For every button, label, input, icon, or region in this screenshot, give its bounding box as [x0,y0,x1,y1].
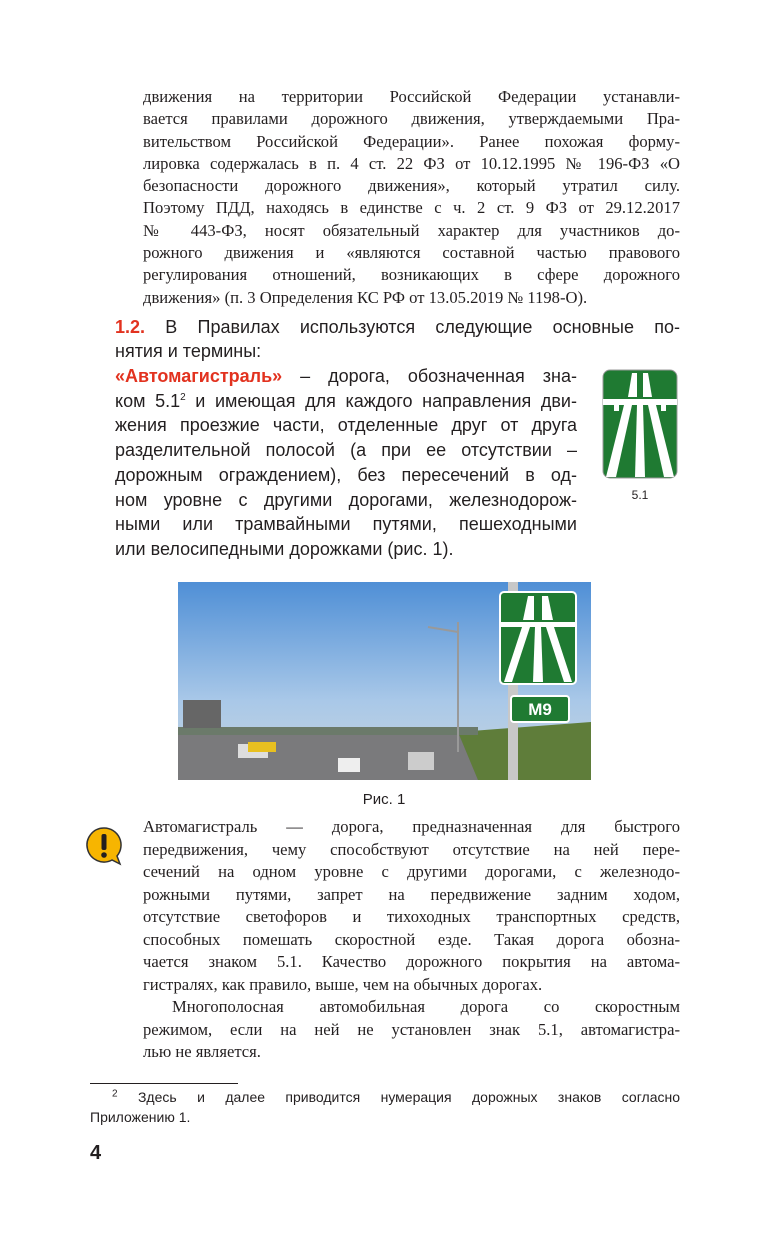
note-paragraph [143,816,680,1064]
text-line: сечений на одном уровне с другими дорогами, с железнодо- [143,862,680,881]
text-line: Многополосная автомобильная дорога со скоростным [172,997,680,1016]
text-line: № 443-ФЗ, носят обязательный характер для участников до- [143,220,680,240]
text-line: гистралях, как правило, выше, чем на обычных дорогах. [143,974,543,994]
text-line: движения» (п. 3 Определения КС РФ от 13.05.2019 № 1198-О). [143,287,588,307]
text-line: лировка содержалась в п. 4 ст. 22 ФЗ от 10.12.1995 № 196-ФЗ «О [143,153,680,173]
text-line: Поэтому ПДД, находясь в единстве с ч. 2 ст. 9 ФЗ от 29.12.2017 [143,198,680,218]
intro-paragraph [143,86,680,309]
text-line: Автомагистраль — дорога, предназначенная для быстрого [143,817,680,836]
text-line: регулирования отношений, возникающих в сфере дорожного [143,265,680,285]
text-line: ном уровне с другими дорогами, железнодорож- [115,489,577,510]
text-line: жения проезжие части, отделенные друг от друга [115,415,577,436]
text-line: лью не является. [143,1042,261,1061]
sign-caption: 5.1 [631,488,649,502]
text-line: режимом, если на ней не установлен знак 5.1, автомагистра- [143,1019,680,1039]
term-name: «Автомагистраль» [115,366,283,386]
footnote-ref[interactable]: 2 [180,391,186,403]
footnote-divider [90,1083,238,1084]
text-line: способных помешать скоростной езде. Такая дорога обозна- [143,929,680,949]
text-line: дорожным ограждением), без пересечений в од- [115,464,577,485]
text-line: ными или трамвайными путями, пешеходными [115,514,577,535]
motorway-sign-5-1 [602,369,678,479]
text-line: вительством Российской Федерации». Ранее похожая форму- [143,131,680,151]
exclamation-icon [84,826,124,866]
photo-sign-text: M9 [528,700,552,719]
text-line: вается правилами дорожного движения, утверждаемыми Пра- [143,109,680,129]
motorway-photo [178,582,591,780]
term-definition: «Автомагистраль» – дорога, обозначенная зна- ком $5.1^2$ и имеющая для каждого направления дви- жения проезжие части, отделенные друг от друга разделительной полосой (а при ее отсутствии – дорожным ограждением), без пересечений в од- ном уровне с другими дорогами, железнодорож- ными или трамвайными путями, пешеходными или велосипедными дорожками (рис. 1). [115,364,577,562]
text-line: передвижения, чему способствуют отсутствие на ней пере- [143,839,680,859]
section-1-2-heading: 1.2. В Правилах используются следующие основные по- нятия и термины: [115,317,680,361]
section-number: 1.2. [115,317,146,337]
text-line: рожными путями, запрет на передвижение задним ходом, [143,884,680,904]
text-line: отсутствие светофоров и тихоходных транспортных средств, [143,907,680,926]
text-line: движения на территории Российской Федерации устанавли- [143,87,680,106]
figure-caption: Рис. 1 [362,791,406,808]
page-number: 4 [90,1142,102,1164]
text-line: или велосипедными дорожками (рис. 1). [115,538,454,559]
text-line: рожного движения и «являются составной частью правового [143,243,680,263]
text-line: разделительной полосой (а при ее отсутствии – [115,440,577,461]
text-line: чается знаком 5.1. Качество дорожного покрытия на автома- [143,952,680,971]
section-line: нятия и термины: [115,341,262,361]
text-line: безопасности дорожного движения», который утратил силу. [143,176,680,196]
footnote: $^2$ Здесь и далее приводится нумерация дорожных знаков согласно Приложению 1. [90,1088,680,1125]
